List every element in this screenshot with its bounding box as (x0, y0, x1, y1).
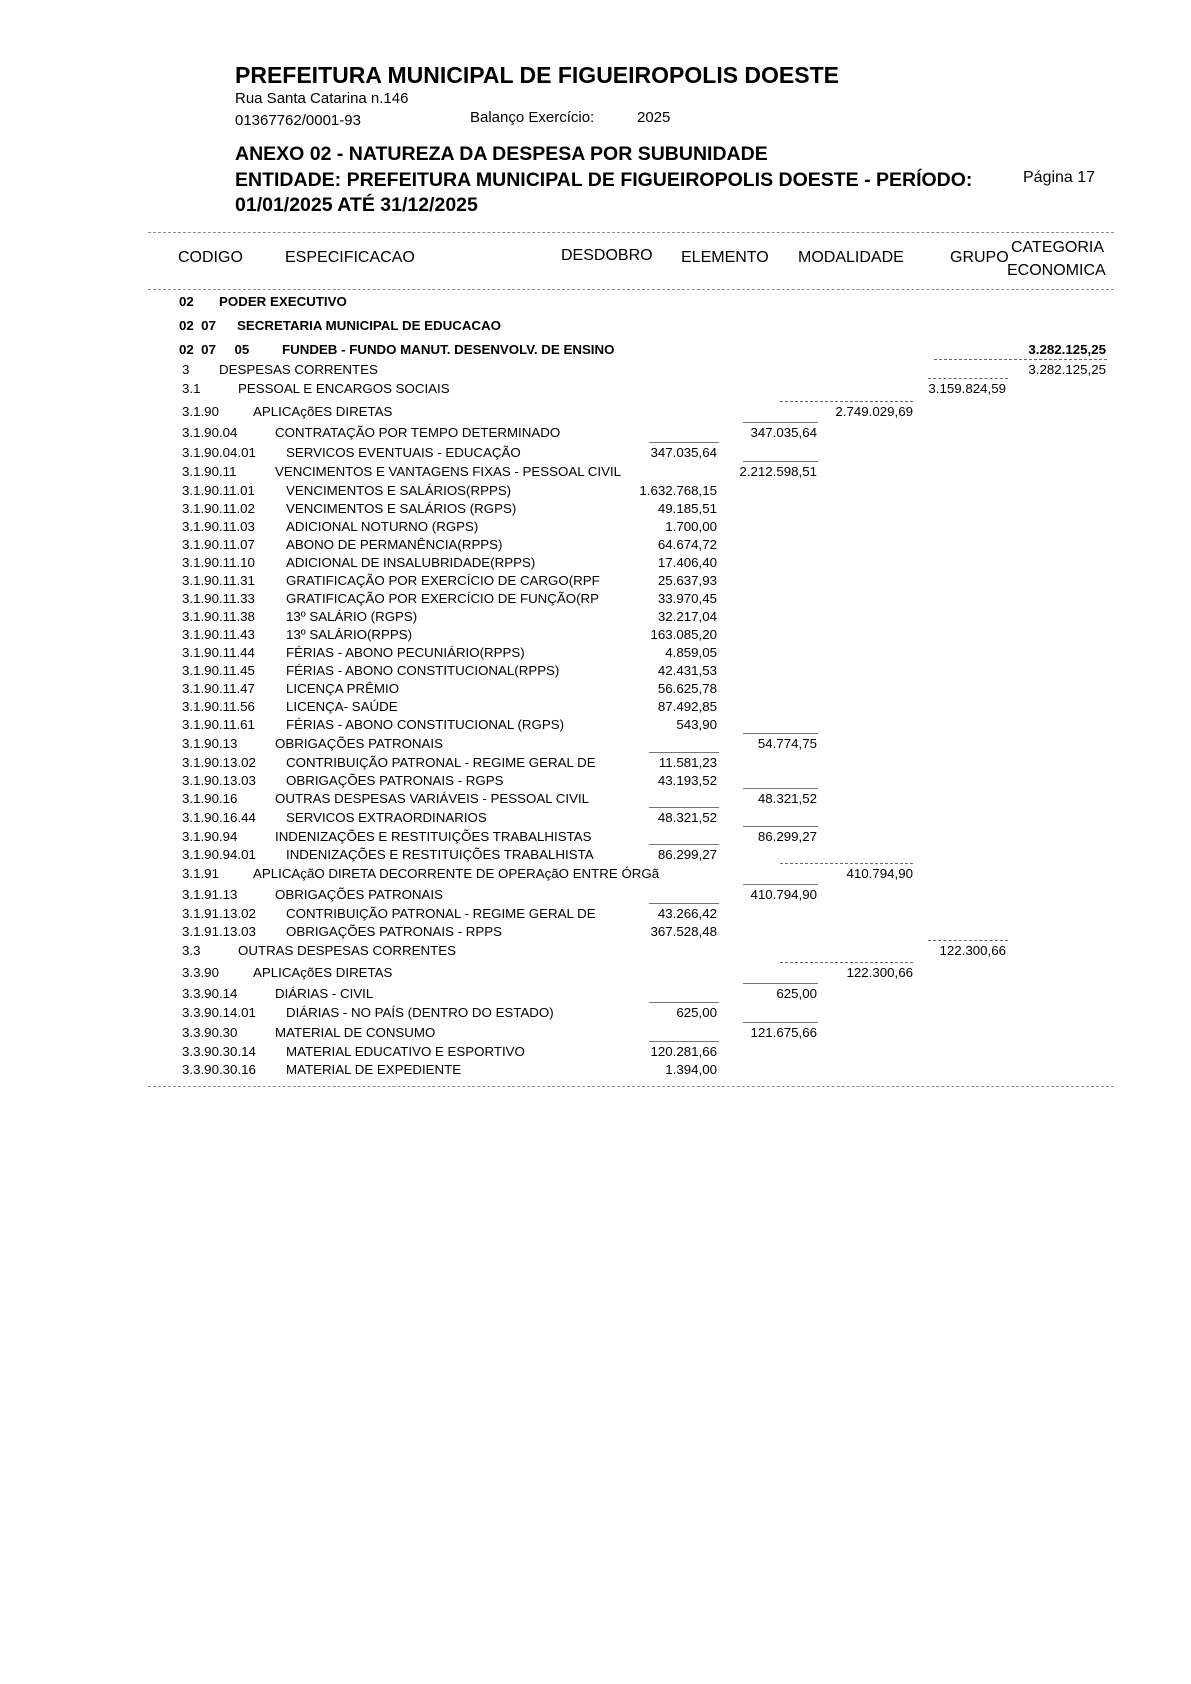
row-description: ADICIONAL DE INSALUBRIDADE(RPPS) (286, 555, 536, 570)
row-code: 3.3 (182, 943, 201, 958)
row-description: SERVICOS EVENTUAIS - EDUCAÇÃO (286, 445, 521, 460)
row-value-desdobro: 347.035,64 (650, 445, 717, 460)
unit-label: PODER EXECUTIVO (219, 294, 347, 309)
header-top-divider (148, 232, 1114, 233)
row-code: 3.1.91.13.03 (182, 924, 256, 939)
row-code: 3.1.90.11.61 (182, 717, 255, 732)
table-row (0, 519, 1191, 538)
table-row (0, 943, 1191, 962)
row-description: SERVICOS EXTRAORDINARIOS (286, 810, 487, 825)
subtotal-rule (743, 788, 818, 789)
row-code: 3.1.90.11.01 (182, 483, 255, 498)
row-code: 3.1.90.11 (182, 464, 237, 479)
row-value-desdobro: 87.492,85 (657, 699, 717, 714)
row-value-desdobro: 48.321,52 (657, 810, 717, 825)
table-row (0, 627, 1191, 646)
row-description: GRATIFICAÇÃO POR EXERCÍCIO DE FUNÇÃO(RP (286, 591, 599, 606)
row-value-desdobro: 33.970,45 (657, 591, 717, 606)
subtotal-rule (743, 1022, 818, 1023)
row-description: VENCIMENTOS E SALÁRIOS(RPPS) (286, 483, 512, 498)
table-row (0, 791, 1191, 810)
table-row (0, 736, 1191, 755)
row-description: OBRIGAÇÕES PATRONAIS (275, 887, 443, 902)
row-value-elemento: 121.675,66 (750, 1025, 817, 1040)
row-value-categoria: 3.282.125,25 (1028, 362, 1106, 377)
row-value-desdobro: 1.394,00 (665, 1062, 717, 1077)
subtotal-rule (743, 733, 818, 734)
row-code: 3.1.91.13 (182, 887, 238, 902)
col-desdobro: DESDOBRO (561, 247, 653, 264)
subtotal-rule (928, 378, 1008, 379)
subtotal-rule (743, 884, 818, 885)
row-code: 3.3.90.14.01 (182, 1005, 256, 1020)
table-row (0, 591, 1191, 610)
table-row (0, 362, 1191, 381)
table-row (0, 717, 1191, 736)
row-description: DIÁRIAS - NO PAÍS (DENTRO DO ESTADO) (286, 1005, 554, 1020)
row-code: 3.1.90.11.03 (182, 519, 255, 534)
row-code: 3.1.90.11.31 (182, 573, 255, 588)
subtotal-rule (649, 844, 719, 845)
row-value-desdobro: 163.085,20 (650, 627, 717, 642)
address: Rua Santa Catarina n.146 (235, 90, 409, 107)
row-description: DIÁRIAS - CIVIL (275, 986, 374, 1001)
balanco-label: Balanço Exercício: (470, 109, 595, 126)
row-description: CONTRIBUIÇÃO PATRONAL - REGIME GERAL DE (286, 906, 596, 921)
row-code: 3.3.90.30.14 (182, 1044, 256, 1059)
row-description: LICENÇA- SAÚDE (286, 699, 398, 714)
row-code: 3.1.90.16.44 (182, 810, 256, 825)
table-row (0, 699, 1191, 718)
table-bottom-divider (148, 1086, 1114, 1087)
table-row (0, 829, 1191, 848)
row-code: 3.1.90.13.03 (182, 773, 256, 788)
row-description: FÉRIAS - ABONO CONSTITUCIONAL(RPPS) (286, 663, 560, 678)
table-row (0, 906, 1191, 925)
row-code: 3.3.90.14 (182, 986, 238, 1001)
row-description: APLICAçõES DIRETAS (253, 965, 393, 980)
row-value-modalidade: 122.300,66 (846, 965, 913, 980)
subtotal-rule (743, 422, 818, 423)
subtotal-rule (780, 401, 913, 402)
row-code: 3.1.90.11.10 (182, 555, 255, 570)
row-code: 3.1.90.11.44 (182, 645, 255, 660)
subtotal-rule (743, 826, 818, 827)
row-description: PESSOAL E ENCARGOS SOCIAIS (238, 381, 450, 396)
row-value-grupo: 122.300,66 (939, 943, 1006, 958)
table-row (0, 645, 1191, 664)
row-value-desdobro: 43.193,52 (657, 773, 717, 788)
row-value-desdobro: 543,90 (676, 717, 717, 732)
table-row (0, 609, 1191, 628)
table-row (0, 573, 1191, 592)
subtotal-rule (649, 807, 719, 808)
row-description: MATERIAL EDUCATIVO E ESPORTIVO (286, 1044, 525, 1059)
unit-code: 02 07 05 (179, 342, 250, 357)
row-description: FÉRIAS - ABONO CONSTITUCIONAL (RGPS) (286, 717, 565, 732)
row-description: CONTRATAÇÃO POR TEMPO DETERMINADO (275, 425, 561, 440)
subtotal-rule (649, 1002, 719, 1003)
col-categoria-2: ECONOMICA (1007, 262, 1106, 279)
subtotal-rule (928, 940, 1008, 941)
row-value-desdobro: 64.674,72 (657, 537, 717, 552)
unit-row (0, 318, 1191, 337)
row-code: 3.1.90.94.01 (182, 847, 256, 862)
row-code: 3.1.91.13.02 (182, 906, 256, 921)
row-code: 3.1.91 (182, 866, 219, 881)
row-description: INDENIZAÇÕES E RESTITUIÇÕES TRABALHISTAS (275, 829, 592, 844)
entity-line-2: 01/01/2025 ATÉ 31/12/2025 (235, 194, 478, 216)
subtotal-rule (780, 863, 913, 864)
row-code: 3.1.90.04 (182, 425, 238, 440)
row-code: 3.3.90.30 (182, 1025, 238, 1040)
table-row (0, 663, 1191, 682)
table-row (0, 847, 1191, 866)
row-description: 13º SALÁRIO(RPPS) (286, 627, 413, 642)
table-row (0, 404, 1191, 423)
subtotal-rule (649, 903, 719, 904)
table-row (0, 986, 1191, 1005)
table-row (0, 773, 1191, 792)
row-description: APLICAçãO DIRETA DECORRENTE DE OPERAçãO ENTRE ÓRGã (253, 866, 660, 881)
table-row (0, 887, 1191, 906)
table-row (0, 464, 1191, 483)
row-description: OUTRAS DESPESAS VARIÁVEIS - PESSOAL CIVIL (275, 791, 590, 806)
row-description: MATERIAL DE CONSUMO (275, 1025, 436, 1040)
annex-title: ANEXO 02 - NATUREZA DA DESPESA POR SUBUNIDADE (235, 143, 768, 165)
page-number: Página 17 (1023, 169, 1096, 186)
col-grupo: GRUPO (950, 249, 1009, 266)
col-especificacao: ESPECIFICACAO (285, 249, 415, 266)
row-description: OBRIGAÇÕES PATRONAIS - RPPS (286, 924, 502, 939)
table-row (0, 681, 1191, 700)
row-description: INDENIZAÇÕES E RESTITUIÇÕES TRABALHISTA (286, 847, 594, 862)
table-row (0, 425, 1191, 444)
row-value-modalidade: 410.794,90 (846, 866, 913, 881)
row-description: CONTRIBUIÇÃO PATRONAL - REGIME GERAL DE (286, 755, 596, 770)
table-row (0, 1025, 1191, 1044)
row-code: 3.1.90.94 (182, 829, 238, 844)
row-value-desdobro: 86.299,27 (657, 847, 717, 862)
table-row (0, 1044, 1191, 1063)
row-value-desdobro: 11.581,23 (658, 755, 717, 770)
row-value-desdobro: 120.281,66 (650, 1044, 717, 1059)
row-description: OBRIGAÇÕES PATRONAIS - RGPS (286, 773, 504, 788)
unit-label: FUNDEB - FUNDO MANUT. DESENVOLV. DE ENSINO (282, 342, 615, 357)
row-description: MATERIAL DE EXPEDIENTE (286, 1062, 462, 1077)
row-value-desdobro: 43.266,42 (657, 906, 717, 921)
row-value-desdobro: 4.859,05 (665, 645, 717, 660)
row-code: 3.1.90.11.56 (182, 699, 255, 714)
table-row (0, 501, 1191, 520)
row-value-desdobro: 1.632.768,15 (639, 483, 717, 498)
table-row (0, 537, 1191, 556)
subtotal-rule (743, 983, 818, 984)
table-row (0, 924, 1191, 943)
table-row (0, 1062, 1191, 1081)
row-description: OBRIGAÇÕES PATRONAIS (275, 736, 443, 751)
subtotal-rule (743, 461, 818, 462)
unit-label: SECRETARIA MUNICIPAL DE EDUCACAO (237, 318, 501, 333)
table-row (0, 866, 1191, 885)
row-value-elemento: 86.299,27 (757, 829, 817, 844)
table-row (0, 445, 1191, 464)
row-description: FÉRIAS - ABONO PECUNIÁRIO(RPPS) (286, 645, 525, 660)
table-row (0, 381, 1191, 400)
unit-row (0, 294, 1191, 313)
row-description: GRATIFICAÇÃO POR EXERCÍCIO DE CARGO(RPF (286, 573, 600, 588)
row-code: 3.1.90.13.02 (182, 755, 256, 770)
entity-line-1: ENTIDADE: PREFEITURA MUNICIPAL DE FIGUEIROPOLIS DOESTE - PERÍODO: (235, 169, 973, 191)
row-code: 3.1.90.13 (182, 736, 238, 751)
row-code: 3.1 (182, 381, 201, 396)
row-value-elemento: 625,00 (776, 986, 817, 1001)
row-code: 3.1.90.11.45 (182, 663, 255, 678)
row-code: 3.1.90.11.07 (182, 537, 255, 552)
row-value-modalidade: 2.749.029,69 (835, 404, 913, 419)
row-value-elemento: 54.774,75 (757, 736, 817, 751)
row-code: 3.1.90.04.01 (182, 445, 256, 460)
row-code: 3.1.90.11.38 (182, 609, 255, 624)
subtotal-rule (649, 752, 719, 753)
table-row (0, 483, 1191, 502)
unit-total: 3.282.125,25 (1028, 342, 1106, 357)
table-row (0, 810, 1191, 829)
row-description: VENCIMENTOS E VANTAGENS FIXAS - PESSOAL CIVIL (275, 464, 622, 479)
unit-code: 02 (179, 294, 194, 309)
row-value-desdobro: 42.431,53 (657, 663, 717, 678)
subtotal-rule (780, 962, 913, 963)
exercise-year: 2025 (637, 109, 671, 126)
row-code: 3.1.90.16 (182, 791, 238, 806)
row-value-desdobro: 56.625,78 (657, 681, 717, 696)
row-value-desdobro: 625,00 (676, 1005, 717, 1020)
row-code: 3.1.90.11.47 (182, 681, 255, 696)
table-row (0, 965, 1191, 984)
row-description: VENCIMENTOS E SALÁRIOS (RGPS) (286, 501, 517, 516)
table-row (0, 1005, 1191, 1024)
col-categoria-1: CATEGORIA (1011, 239, 1105, 256)
row-description: ADICIONAL NOTURNO (RGPS) (286, 519, 479, 534)
header-bottom-divider (148, 289, 1114, 290)
cnpj: 01367762/0001-93 (235, 112, 361, 129)
row-code: 3.1.90.11.43 (182, 627, 255, 642)
table-row (0, 555, 1191, 574)
row-value-elemento: 410.794,90 (750, 887, 817, 902)
row-description: ABONO DE PERMANÊNCIA(RPPS) (286, 537, 503, 552)
row-description: 13º SALÁRIO (RGPS) (286, 609, 418, 624)
row-value-elemento: 48.321,52 (757, 791, 817, 806)
table-row (0, 755, 1191, 774)
row-value-grupo: 3.159.824,59 (928, 381, 1006, 396)
org-name: PREFEITURA MUNICIPAL DE FIGUEIROPOLIS DOESTE (235, 62, 840, 88)
col-modalidade: MODALIDADE (798, 249, 904, 266)
unit-total-rule (934, 359, 1107, 360)
row-value-desdobro: 367.528,48 (650, 924, 717, 939)
row-description: DESPESAS CORRENTES (219, 362, 378, 377)
col-codigo: CODIGO (178, 249, 243, 266)
row-value-desdobro: 17.406,40 (657, 555, 717, 570)
unit-code: 02 07 (179, 318, 216, 333)
row-value-desdobro: 32.217,04 (657, 609, 717, 624)
subtotal-rule (649, 442, 719, 443)
row-code: 3.1.90.11.02 (182, 501, 255, 516)
row-code: 3 (182, 362, 190, 377)
row-description: OUTRAS DESPESAS CORRENTES (238, 943, 456, 958)
row-code: 3.1.90 (182, 404, 219, 419)
row-code: 3.3.90.30.16 (182, 1062, 256, 1077)
row-value-desdobro: 49.185,51 (657, 501, 717, 516)
row-value-desdobro: 1.700,00 (665, 519, 717, 534)
subtotal-rule (649, 1041, 719, 1042)
row-description: APLICAçõES DIRETAS (253, 404, 393, 419)
row-code: 3.1.90.11.33 (182, 591, 255, 606)
row-value-elemento: 2.212.598,51 (739, 464, 817, 479)
row-value-elemento: 347.035,64 (750, 425, 817, 440)
row-description: LICENÇA PRÊMIO (286, 681, 400, 696)
col-elemento: ELEMENTO (681, 249, 769, 266)
row-code: 3.3.90 (182, 965, 219, 980)
row-value-desdobro: 25.637,93 (657, 573, 717, 588)
